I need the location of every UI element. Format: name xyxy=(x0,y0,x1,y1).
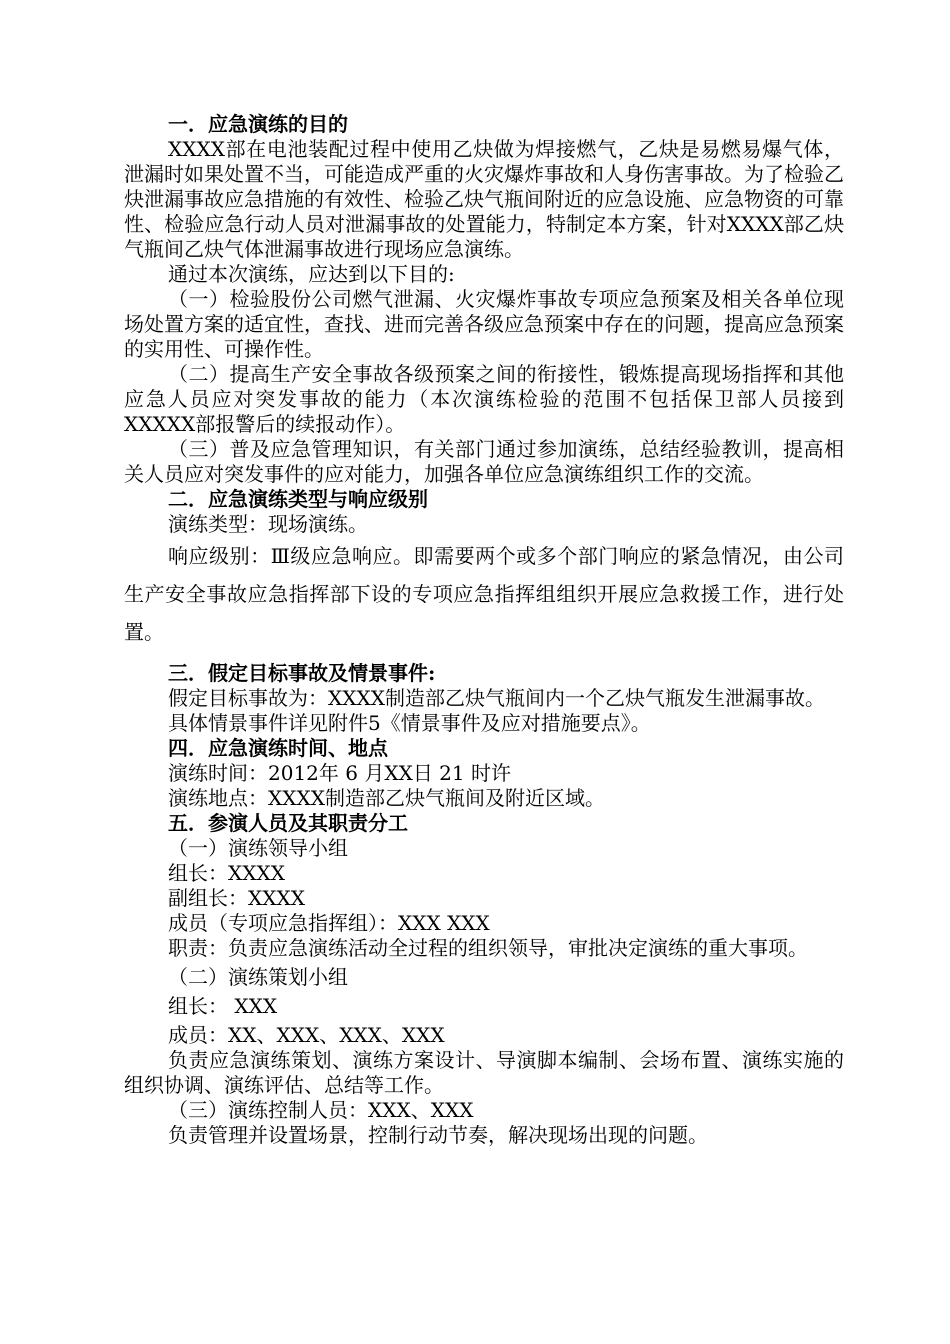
group-3-title: （三）演练控制人员：XXX、XXX xyxy=(168,1098,474,1122)
group-2-title: （二）演练策划小组 xyxy=(168,965,348,989)
section-4-location: 演练地点：XXXX制造部乙炔气瓶间及附近区域。 xyxy=(168,786,605,810)
document-page xyxy=(124,112,844,1148)
section-1-goal-1: （一）检验股份公司燃气泄漏、火灾爆炸事故专项应急预案及相关各单位现场处置方案的适宜性，查找、进而完善各级应急预案中存在的问题，提高应急预案的实用性、可操作性。 xyxy=(124,287,844,361)
section-1-goal-3: （三）普及应急管理知识，有关部门通过参加演练，总结经验教训，提高相关人员应对突发事件的应对能力，加强各单位应急演练组织工作的交流。 xyxy=(124,437,844,486)
section-2-drill-type: 演练类型：现场演练。 xyxy=(168,512,368,536)
section-3-scenario: 具体情景事件详见附件5《情景事件及应对措施要点》。 xyxy=(168,711,651,735)
section-1-paragraph-1: XXXX部在电池装配过程中使用乙炔做为焊接燃气，乙炔是易燃易爆气体，泄漏时如果处置不当，可能造成严重的火灾爆炸事故和人身伤害事故。为了检验乙炔泄漏事故应急措施的有效性、检验乙炔气瓶间附近的应急设施、应急物资的可靠性、检验应急行动人员对泄漏事故的处置能力，特制定本方案，针对XXXX部乙炔气瓶间乙炔气体泄漏事故进行现场应急演练。 xyxy=(124,137,844,261)
group-1-members: 成员（专项应急指挥组）：XXX XXX xyxy=(168,911,490,935)
section-2-heading: 二．应急演练类型与响应级别 xyxy=(168,487,428,511)
group-2-members: 成员：XX、XXX、XXX、XXX xyxy=(168,1023,445,1047)
group-2-leader: 组长： XXX xyxy=(168,994,278,1018)
section-2-response-level: 响应级别：Ⅲ级应急响应。即需要两个或多个部门响应的紧急情况，由公司生产安全事故应急指挥部下设的专项应急指挥组组织开展应急救援工作，进行处置。 xyxy=(124,544,844,644)
section-1-goal-2: （二）提高生产安全事故各级预案之间的衔接性，锻炼提高现场指挥和其他应急人员应对突发事故的能力（本次演练检验的范围不包括保卫部人员接到XXXXX部报警后的续报动作）。 xyxy=(124,362,844,436)
section-5-heading: 五．参演人员及其职责分工 xyxy=(168,811,408,835)
section-1-paragraph-2: 通过本次演练，应达到以下目的: xyxy=(168,262,455,286)
section-3-heading: 三．假定目标事故及情景事件: xyxy=(168,661,436,685)
section-3-target-accident: 假定目标事故为：XXXX制造部乙炔气瓶间内一个乙炔气瓶发生泄漏事故。 xyxy=(168,686,825,710)
section-4-time: 演练时间：2012年 6 月XX日 21 时许 xyxy=(168,761,511,785)
section-1-heading: 一．应急演练的目的 xyxy=(168,112,348,136)
section-4-heading: 四．应急演练时间、地点 xyxy=(168,736,388,760)
group-1-deputy: 副组长：XXXX xyxy=(168,886,305,910)
group-2-duty: 负责应急演练策划、演练方案设计、导演脚本编制、会场布置、演练实施的组织协调、演练评估、总结等工作。 xyxy=(124,1048,844,1097)
group-1-duty: 职责：负责应急演练活动全过程的组织领导，审批决定演练的重大事项。 xyxy=(168,936,808,960)
group-3-duty: 负责管理并设置场景，控制行动节奏，解决现场出现的问题。 xyxy=(168,1123,708,1147)
group-1-title: （一）演练领导小组 xyxy=(168,836,348,860)
group-1-leader: 组长：XXXX xyxy=(168,861,285,885)
